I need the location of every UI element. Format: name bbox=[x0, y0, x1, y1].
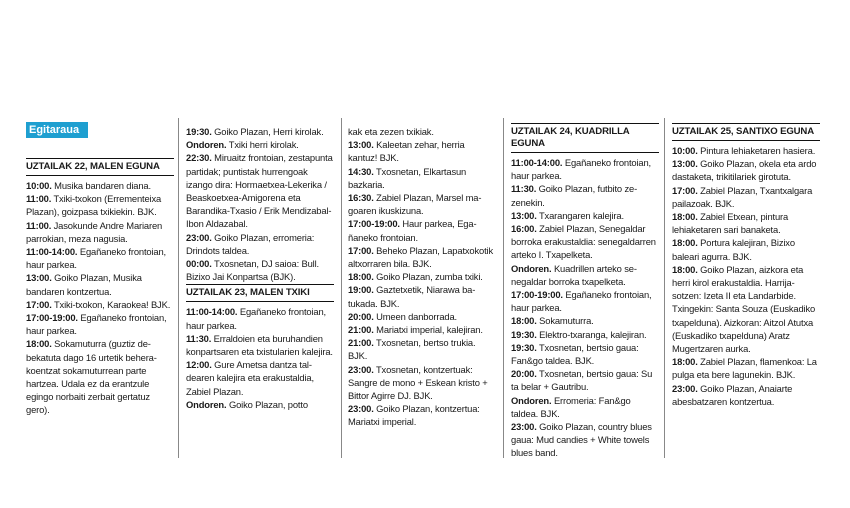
day-heading: UZTAILAK 23, MALEN TXIKI bbox=[186, 284, 334, 302]
entry-text: Zabiel Plazan, Marsel magoaren ikuskizuna. bbox=[348, 192, 482, 217]
entry-text: Goiko Plazan, kontzertua: Mariatxi imperial. bbox=[348, 403, 480, 428]
entry-time: 10:00. bbox=[26, 180, 52, 191]
entry-text: Jasokunde Andre Mariaren parrokian, meza nagusia. bbox=[26, 219, 163, 244]
entry-text: Goiko Plazan, country blues gaua: Mud candies + White towels blues band. bbox=[511, 421, 652, 459]
entry-text: Goiko Plazan, potto bbox=[228, 398, 308, 410]
entry-text: Kaleetan zehar, herria kantuz! BJK. bbox=[348, 139, 465, 164]
entry-time: 19:30. bbox=[186, 126, 212, 137]
entry-time: Ondoren. bbox=[186, 398, 227, 410]
schedule-entry bbox=[26, 245, 174, 271]
entry-text: Egañaneko frontoian, haur parkea. bbox=[26, 246, 166, 271]
entry-time: 16:30. bbox=[348, 192, 374, 204]
entry-text: Sokamuturra (guztiz debekatuta dago 16 urtetik beherakoentzat sokamuturrean parte hartzea. Udala ez da erantzule egingo norbaiti zerbait gertatuz gero). bbox=[26, 338, 157, 416]
entry-time: 13:00. bbox=[511, 209, 537, 221]
schedule-entry bbox=[511, 367, 659, 393]
schedule-entry bbox=[186, 257, 334, 283]
entry-time: 17:00-19:00. bbox=[348, 218, 400, 230]
schedule-entry bbox=[672, 382, 820, 408]
column-1 bbox=[26, 157, 174, 417]
entry-text: Egañaneko frontoian, haur parkea. bbox=[511, 289, 652, 314]
schedule-entry bbox=[348, 125, 496, 138]
entry-text: Miruaitz frontoian, zestapunta partidak; puntistak hurrengoak izango dira: Hormaetxea-Lekerika / Beaskoetxea-Amigorena eta Barandika-Txasio / Erik Mendizabal-Ibon Aldazabal. bbox=[186, 152, 333, 230]
entry-text: Txosnetan, bertsio gaua: Su ta belar + Gautribu. bbox=[511, 368, 653, 393]
entry-time: 12:00. bbox=[186, 359, 212, 371]
day-heading: UZTAILAK 22, MALEN EGUNA bbox=[26, 158, 174, 176]
schedule-entry bbox=[511, 394, 659, 420]
schedule-entry bbox=[348, 283, 496, 309]
schedule-entry bbox=[186, 332, 334, 358]
schedule-entry bbox=[186, 398, 334, 411]
entry-text: Zabiel Etxean, pintura lehiaketaren sari banaketa. bbox=[672, 211, 789, 236]
entry-time: 11:30. bbox=[511, 183, 537, 195]
schedule-entry bbox=[511, 288, 659, 314]
entry-time: 21:00. bbox=[348, 324, 374, 336]
schedule-entry bbox=[186, 231, 334, 257]
entry-time: 18:00. bbox=[348, 271, 374, 283]
schedule-entry bbox=[26, 298, 174, 311]
entry-time: 17:00. bbox=[672, 184, 698, 196]
schedule-entry bbox=[672, 210, 820, 236]
entry-time: 20:00. bbox=[511, 368, 537, 380]
entry-text: Goiko Plazan, Herri kirolak. bbox=[214, 126, 324, 137]
entry-time: 23:00. bbox=[348, 363, 374, 375]
schedule-entry bbox=[26, 271, 174, 297]
entry-text: Txarangaren kalejira. bbox=[538, 209, 624, 221]
schedule-entry bbox=[186, 125, 334, 138]
entry-text: Txosnetan, kontzertuak: Sangre de mono + Eskean kristo + Bittor Agirre DJ. BJK. bbox=[348, 363, 488, 402]
entry-text: Mariatxi imperial, kalejiran. bbox=[376, 324, 483, 336]
entry-text: Elektro-txaranga, kalejiran. bbox=[539, 328, 647, 340]
entry-text: Musika bandaren diana. bbox=[54, 180, 151, 191]
entry-text: Egañaneko frontoian, haur parkea. bbox=[186, 306, 326, 331]
entry-time: 17:00. bbox=[26, 298, 52, 310]
schedule-entry bbox=[348, 363, 496, 403]
entry-time: 11:00-14:00. bbox=[511, 157, 563, 168]
schedule-entry bbox=[511, 420, 659, 460]
schedule-entry bbox=[511, 182, 659, 208]
entry-text: Goiko Plazan, futbito zezenekin. bbox=[511, 183, 638, 208]
entry-text: Txiki-txokon, Karaokea! BJK. bbox=[53, 298, 171, 310]
entry-time: 17:00-19:00. bbox=[26, 312, 78, 324]
entry-text: kak eta zezen txikiak. bbox=[348, 126, 434, 137]
schedule-entry bbox=[672, 184, 820, 210]
entry-time: 17:00-19:00. bbox=[511, 289, 563, 301]
schedule-entry bbox=[186, 138, 334, 151]
schedule-entry bbox=[511, 156, 659, 182]
column-5 bbox=[672, 122, 820, 408]
entry-text: Goiko Plazan, Musika bandaren kontzertua. bbox=[26, 272, 142, 297]
entry-text: Zabiel Plazan, flamenkoa: La pulga eta bere lagunekin. BJK. bbox=[672, 356, 817, 381]
entry-time: 11:00-14:00. bbox=[186, 306, 238, 318]
entry-time: 11:00. bbox=[26, 219, 52, 231]
section-tag: Egitaraua bbox=[26, 122, 88, 138]
schedule-entry bbox=[348, 244, 496, 270]
entry-text: Egañaneko frontoian, haur parkea. bbox=[511, 157, 651, 182]
column-4 bbox=[511, 122, 659, 460]
entry-time: 20:00. bbox=[348, 310, 374, 322]
entry-time: 18:00. bbox=[672, 237, 698, 249]
entry-time: 23:00. bbox=[348, 403, 374, 415]
schedule-entry bbox=[672, 263, 820, 355]
entry-text: Txosnetan, bertso trukia. BJK. bbox=[348, 337, 476, 362]
schedule-entry bbox=[511, 341, 659, 367]
schedule-entry bbox=[26, 179, 174, 192]
entry-text: Txosnetan, bertsio gaua: Fan&go taldea. BJK. bbox=[511, 341, 639, 367]
schedule-entry bbox=[26, 337, 174, 416]
entry-time: 16:00. bbox=[511, 223, 537, 235]
entry-time: 18:00. bbox=[26, 338, 52, 350]
entry-time: 19:30. bbox=[511, 328, 537, 340]
entry-text: Sokamuturra. bbox=[539, 315, 594, 327]
entry-text: Txosnetan, DJ saioa: Bull. Bizixo Jai Konpartsa (BJK). bbox=[186, 258, 319, 283]
schedule-entry bbox=[348, 402, 496, 428]
schedule-entry bbox=[348, 323, 496, 336]
entry-time: 11:00. bbox=[26, 193, 52, 205]
entry-text: Erromeria: Fan&go taldea. BJK. bbox=[511, 394, 631, 419]
entry-time: 18:00. bbox=[672, 356, 698, 368]
entry-text: Haur parkea, Egañaneko frontoian. bbox=[348, 218, 477, 243]
entry-time: 11:30. bbox=[186, 332, 212, 344]
schedule-entry bbox=[672, 144, 820, 157]
entry-text: Gaztetxetik, Niarawa batukada. BJK. bbox=[348, 284, 476, 309]
schedule-entry bbox=[511, 209, 659, 222]
entry-text: Txosnetan, Elkartasun bazkaria. bbox=[348, 165, 467, 190]
entry-text: Goiko Plazan, zumba txiki. bbox=[376, 271, 483, 283]
entry-time: 21:00. bbox=[348, 337, 374, 349]
schedule-entry bbox=[672, 236, 820, 262]
entry-time: Ondoren. bbox=[186, 139, 227, 151]
entry-time: 18:00. bbox=[672, 263, 698, 275]
schedule-entry bbox=[348, 217, 496, 243]
entry-time: 18:00. bbox=[672, 211, 698, 223]
schedule-entry bbox=[26, 192, 174, 218]
entry-text: Portura kalejiran, Bizixo baleari agurra. BJK. bbox=[672, 237, 795, 262]
day-heading: UZTAILAK 24, KUADRILLA EGUNA bbox=[511, 123, 659, 153]
schedule-entry bbox=[511, 328, 659, 341]
entry-text: Beheko Plazan, Lapatxokotik altxorraren bila. BJK. bbox=[348, 244, 494, 270]
entry-time: 23:00. bbox=[672, 382, 698, 394]
entry-text: Umeen danborrada. bbox=[376, 310, 457, 322]
entry-time: 00:00. bbox=[186, 258, 212, 270]
schedule-entry bbox=[672, 157, 820, 183]
column-2 bbox=[186, 125, 334, 411]
schedule-entry bbox=[348, 138, 496, 164]
schedule-entry bbox=[348, 191, 496, 217]
schedule-entry bbox=[348, 165, 496, 191]
day-heading: UZTAILAK 25, SANTIXO EGUNA bbox=[672, 123, 820, 141]
column-divider bbox=[664, 118, 665, 458]
entry-time: 13:00. bbox=[348, 139, 374, 151]
schedule-entry bbox=[348, 336, 496, 362]
entry-time: 22:30. bbox=[186, 152, 212, 164]
entry-time: 13:00. bbox=[26, 272, 52, 284]
entry-time: Ondoren. bbox=[511, 394, 552, 406]
column-divider bbox=[503, 118, 504, 458]
entry-text: Pintura lehiaketaren hasiera. bbox=[700, 145, 816, 156]
schedule-entry bbox=[348, 270, 496, 283]
entry-time: 17:00. bbox=[348, 244, 374, 256]
column-3 bbox=[348, 125, 496, 429]
entry-text: Zabiel Plazan, Txantxalgara pailazoak. BJK. bbox=[672, 184, 813, 209]
entry-time: 13:00. bbox=[672, 158, 698, 170]
entry-text: Goiko Plazan, okela eta ardo dastaketa, trikitilariek girotuta. bbox=[672, 158, 817, 183]
entry-text: Kuadrillen arteko senegaldar borroka txapelketa. bbox=[511, 262, 637, 287]
entry-time: 19:30. bbox=[511, 341, 537, 353]
entry-time: 18:00. bbox=[511, 315, 537, 327]
column-divider bbox=[178, 118, 179, 458]
schedule-entry bbox=[348, 310, 496, 323]
entry-time: Ondoren. bbox=[511, 262, 552, 274]
schedule-entry bbox=[186, 151, 334, 230]
entry-text: Goiko Plazan, erromeria: Drindots taldea. bbox=[186, 231, 315, 256]
entry-text: Txiki-txokon (Errementeixa Plazan), goizpasa txikiekin. BJK. bbox=[26, 193, 162, 218]
entry-time: 23:00. bbox=[186, 231, 212, 243]
entry-text: Goiko Plazan, Anaiarte abesbatzaren kontzertua. bbox=[672, 382, 793, 407]
schedule-entry bbox=[511, 262, 659, 288]
entry-time: 10:00. bbox=[672, 145, 698, 156]
entry-text: Txiki herri kirolak. bbox=[228, 139, 299, 151]
schedule-entry bbox=[672, 355, 820, 381]
entry-time: 23:00. bbox=[511, 421, 537, 433]
schedule-entry bbox=[511, 314, 659, 327]
schedule-entry bbox=[26, 311, 174, 337]
entry-text: Goiko Plazan, aizkora eta herri kirol erakustaldia. Harrijasotzen: Izeta II eta Landarbide. Txingekin: Santa Souza (Euskadiko txapelduna). Aizkoran: Aitzol Atutxa (Euskadiko txapelduna) Aratz Mugertzaren aurka. bbox=[672, 263, 816, 355]
schedule-entry bbox=[186, 305, 334, 331]
entry-text: Zabiel Plazan, Senegaldar borroka erakustaldia: senegaldarren arteko I. Txapelketa. bbox=[511, 223, 656, 261]
entry-time: 14:30. bbox=[348, 165, 374, 177]
schedule-entry bbox=[511, 222, 659, 262]
entry-time: 11:00-14:00. bbox=[26, 246, 78, 258]
column-divider bbox=[341, 118, 342, 458]
entry-text: Egañaneko frontoian, haur parkea. bbox=[26, 312, 167, 337]
entry-time: 19:00. bbox=[348, 284, 374, 296]
entry-text: Erraldoien eta buruhandien konpartsaren eta txistularien kalejira. bbox=[186, 332, 333, 358]
schedule-entry bbox=[26, 219, 174, 245]
schedule-entry bbox=[186, 358, 334, 398]
entry-text: Gure Ametsa dantza taldearen kalejira eta erakustaldia, Zabiel Plazan. bbox=[186, 359, 314, 397]
